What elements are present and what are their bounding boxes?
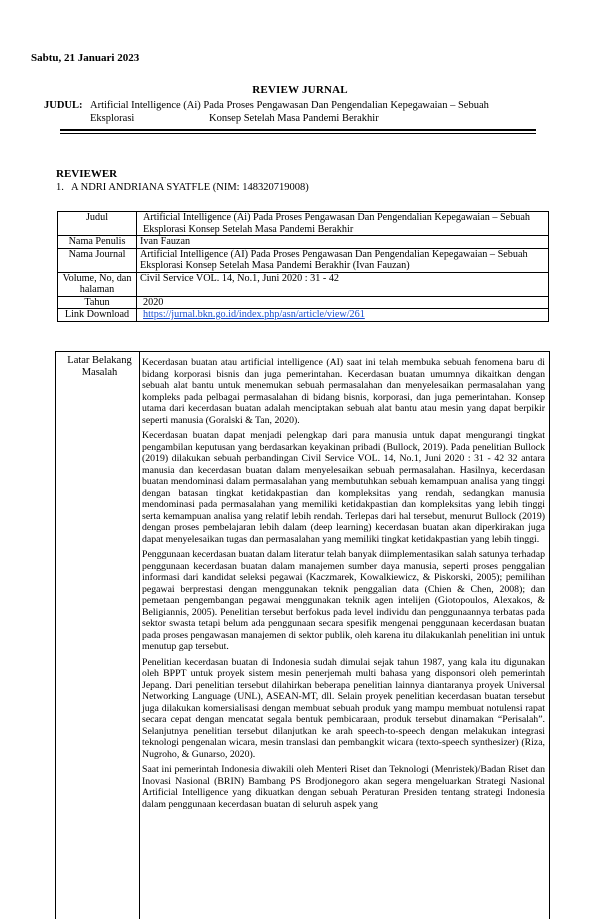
info-key-volume: Volume, No, dan halaman [58, 272, 137, 296]
table-row [58, 309, 549, 322]
info-key-penulis: Nama Penulis [58, 236, 137, 249]
reviewer-name: A NDRI ANDRIANA SYATFLE (NIM: 148320719008) [71, 182, 309, 193]
table-row [58, 236, 549, 249]
info-value-judul: Artificial Intelligence (Ai) Pada Proses Pengawasan Dan Pengendalian Kepegawaian – Sebuah Eksplorasi Konsep Setelah Masa Pandemi Berakhir [137, 212, 549, 236]
reviewer-heading: REVIEWER [56, 168, 118, 180]
document-date: Sabtu, 21 Januari 2023 [31, 52, 140, 64]
analysis-paragraph: Penelitian kecerdasan buatan di Indonesia sudah dimulai sejak tahun 1987, yang kala itu digunakan oleh BPPT untuk proyek sistem mesin penerjemah multi bahasa yang disponsori oleh pemerintah Jepang. Dari penelitian tersebut dilahirkan beberapa penelitian lainnya diantaranya proyek Universal Networking Language (UNL), ASEAN-MT, dll. Selain proyek penelitian kecerdasan buatan tersebut juga dilakukan komersialisasi dengan membuat sebuah produk yang mampu membuat notulensi rapat secara cepat dengan mencatat segala bentuk pembicaraan, produk tersebut dinamakan “Perisalah”. Selanjutnya penelitian tersebut dilanjutkan ke arah speech-to-speech dengan melakukan integrasi teknologi pengenalan wicara, mesin translasi dan pembangkit wicara (texto-speech synthesizer) (Riza, Nugroho, & Gunarso, 2020). [142, 656, 545, 760]
analysis-paragraph: Kecerdasan buatan atau artificial intelligence (AI) saat ini telah membuka sebuah fenomena baru di bidang korporasi bisnis dan juga pemerintahan. Kecerdasan buatan umumnya dikaitkan dengan sebuah alat bantu untuk menemukan sebuah permasalahan dan menyelesaikan permasalahan yang kompleks pada pelbagai permasalahan di bidang bisnis, korporasi, dan juga pemerintahan. Konsep utama dari kecerdasan buatan adalah menciptakan sebuah alat bantu atau mesin yang dapat berpikir seperti manusia (Goralski & Tan, 2020). [142, 357, 545, 426]
analysis-label: Latar Belakang Masalah [67, 355, 132, 378]
analysis-paragraph: Penggunaan kecerdasan buatan dalam literatur telah banyak diimplementasikan salah satunya terhadap penggunaan kecerdasan buatan dalam manajemen sumber daya manusia, seperti proses penggalian informasi dari kandidat seleksi pegawai (Kaczmarek, Kowalkiewicz, & Piskorski, 2005); pemilihan pegawai berprestasi dengan menggunakan teknik penggalian data (Chien & Chen, 2008); dan pemetaan pengembangan pegawai menggunakan teknik agen intelijen (Giotopoulos, Alexakos, & Beligiannis, 2005). Penelitian tersebut berfokus pada level individu dan penggunaannya terbatas pada sektor swasta tetapi belum ada penggunaan secara spesifik mengenai penggunaan kecerdasan buatan pada proses pengawasan manajemen di sektor publik, oleh karena itu dilakukanlah penelitian ini untuk menutup gap tersebut. [142, 549, 545, 652]
download-link[interactable]: https://jurnal.bkn.go.id/index.php/asn/article/view/261 [143, 309, 365, 320]
table-row [58, 272, 549, 296]
info-value-journal: Artificial Intelligence (AI) Pada Proses Pengawasan Dan Pengendalian Kepegawaian – Sebuah Eksplorasi Konsep Setelah Masa Pandemi Berakhir (Ivan Fauzan) [137, 248, 549, 272]
analysis-paragraph: Kecerdasan buatan dapat menjadi pelengkap dari para manusia untuk dapat mengurangi tingkat pengambilan keputusan yang berdasarkan keyakinan pribadi (Bullock, 2019). Pada penelitian Bullock (2019) dilakukan sebuah perbandingan Civil Service VOL. 14, No.1, Juni 2020 : 31 - 42 32 antara manusia dan kecerdasan buatan dalam menyelesaikan sebuah permasalahan. Hasilnya, kecerdasan buatan mendominasi dalam permasalahan yang membutuhkan sebuah kemampuan analisa yang tinggi dengan batasan tingkat ketidakpastian dan kompleksitas yang rendah, sedangkan manusia mendominasi pada permasalahan yang memiliki ketidakpastian dan kompleksitas yang lebih tinggi serta kemampuan analisa yang relatif lebih rendah. Terlepas dari hal tersebut, menurut Bullock (2019) dengan proses pembelajaran lebih dalam (deep learning) kecerdasan buatan akan diperkirakan juga dapat menyelesaikan tugas dan permasalahan yang memiliki tingkat ketidakpastian yang lebih tinggi. [142, 430, 545, 545]
reviewer-number: 1. [56, 182, 64, 193]
info-key-judul: Judul [58, 212, 137, 236]
info-key-journal: Nama Journal [58, 248, 137, 272]
analysis-paragraph: Saat ini pemerintah Indonesia diwakili oleh Menteri Riset dan Teknologi (Menristek)/Badan Riset dan Inovasi Nasional (BRIN) Bambang PS Brodjonegoro akan segera mengeluarkan Strategi Nasional Artificial Intelligence yang dikuatkan dengan sebuah Peraturan Presiden tentang strategi Indonesia dalam penggunaan kecerdasan buatan di seluruh aspek yang [142, 764, 545, 810]
info-value-tahun: 2020 [137, 296, 549, 309]
table-row [58, 248, 549, 272]
reviewer-list-item [56, 182, 309, 193]
review-title: REVIEW JURNAL [252, 84, 348, 96]
table-row [58, 212, 549, 236]
judul-label: JUDUL: [44, 100, 83, 111]
info-key-tahun: Tahun [58, 296, 137, 309]
table-row [58, 296, 549, 309]
analysis-label-cell [56, 352, 140, 919]
info-key-link: Link Download [58, 309, 137, 322]
analysis-content-cell [140, 352, 549, 814]
judul-text-line2b: Konsep Setelah Masa Pandemi Berakhir [209, 113, 379, 124]
title-divider-thin [60, 133, 536, 134]
judul-text-line1: Artificial Intelligence (Ai) Pada Proses Pengawasan Dan Pengendalian Kepegawaian – Sebuah [90, 100, 489, 111]
judul-text-line2a: Eksplorasi [90, 113, 135, 124]
info-value-link [137, 309, 549, 322]
analysis-table [55, 351, 550, 919]
journal-info-table [57, 211, 549, 322]
title-divider-thick [60, 129, 536, 131]
info-value-penulis: Ivan Fauzan [137, 236, 549, 249]
info-value-volume: Civil Service VOL. 14, No.1, Juni 2020 : 31 - 42 [137, 272, 549, 296]
